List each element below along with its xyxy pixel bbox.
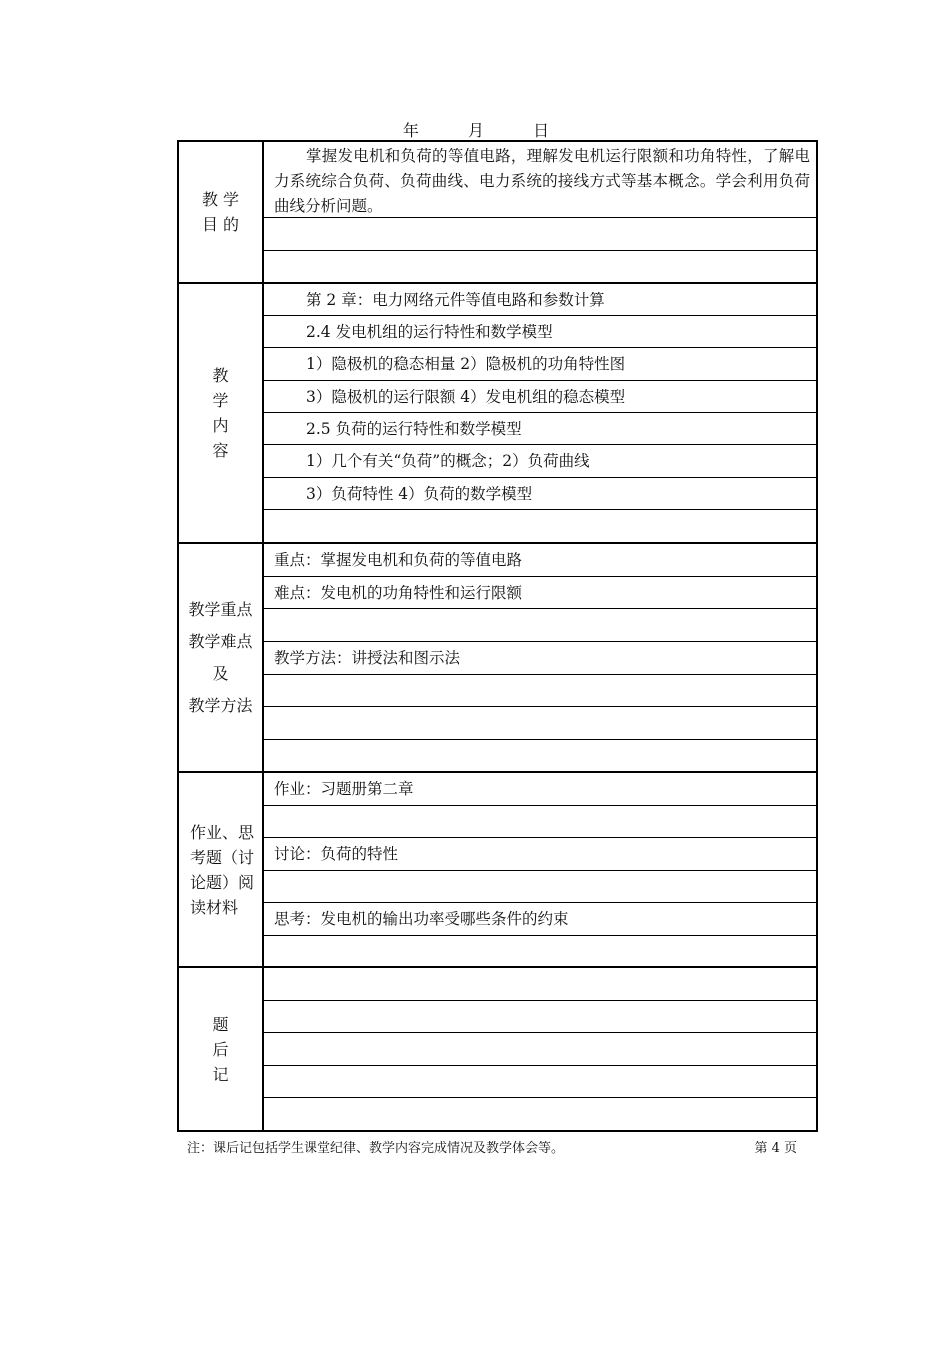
key-point-row: 教学方法：讲授法和图示法 [264,642,816,675]
content-row: 3）负荷特性 4）负荷的数学模型 [264,478,816,510]
key-point-row [264,740,816,771]
content-row: 第 2 章：电力网络元件等值电路和参数计算 [264,284,816,316]
key-point-row [264,707,816,740]
date-day: 日 [533,121,550,140]
postscript-row [264,1098,816,1130]
content-row: 3）隐极机的运行限额 4）发电机组的稳态模型 [264,381,816,413]
postscript-row [264,1066,816,1098]
section-label-homework: 作业、思 考题（讨 论题）阅 读材料 [179,773,264,966]
content-row: 1）几个有关“负荷”的概念；2）负荷曲线 [264,445,816,478]
homework-row [264,806,816,838]
footer-note: 注：课后记包括学生课堂纪律、教学内容完成情况及教学体会等。 [187,1141,565,1156]
section-label-postscript: 题 后 记 [179,968,264,1130]
content-row: 1）隐极机的稳态相量 2）隐极机的功角特性图 [264,348,816,381]
postscript-row [264,968,816,1001]
section-key-points [179,544,816,773]
section-postscript [179,968,816,1130]
homework-row [264,936,816,966]
date-month: 月 [467,121,484,140]
section-label-content: 教 学 内 容 [179,284,264,542]
section-content [179,284,816,544]
homework-row: 讨论：负荷的特性 [264,838,816,871]
postscript-row [264,1001,816,1033]
key-point-row [264,609,816,642]
purpose-paragraph: 掌握发电机和负荷的等值电路，理解发电机运行限额和功角特性，了解电力系统综合负荷、负荷曲线、电力系统的接线方式等基本概念。学会利用负荷曲线分析问题。 [264,142,816,218]
purpose-blank-row [264,218,816,251]
content-row: 2.5 负荷的运行特性和数学模型 [264,413,816,445]
page-number: 第 4 页 [754,1141,797,1156]
content-row: 2.4 发电机组的运行特性和数学模型 [264,316,816,348]
page-footer [187,1137,797,1156]
section-purpose [179,142,816,284]
content-row [264,510,816,542]
homework-row: 思考：发电机的输出功率受哪些条件的约束 [264,903,816,936]
key-point-row: 难点：发电机的功角特性和运行限额 [264,577,816,609]
section-homework [179,773,816,968]
postscript-row [264,1033,816,1066]
date-year: 年 [402,121,419,140]
section-label-purpose: 教 学 目 的 [179,142,264,282]
homework-row [264,871,816,903]
date-line [0,118,952,141]
key-point-row [264,675,816,707]
homework-row: 作业：习题册第二章 [264,773,816,806]
section-label-key-points: 教学重点 教学难点 及 教学方法 [179,544,264,771]
purpose-blank-row [264,251,816,282]
lesson-plan-table [177,140,818,1132]
key-point-row: 重点：掌握发电机和负荷的等值电路 [264,544,816,577]
